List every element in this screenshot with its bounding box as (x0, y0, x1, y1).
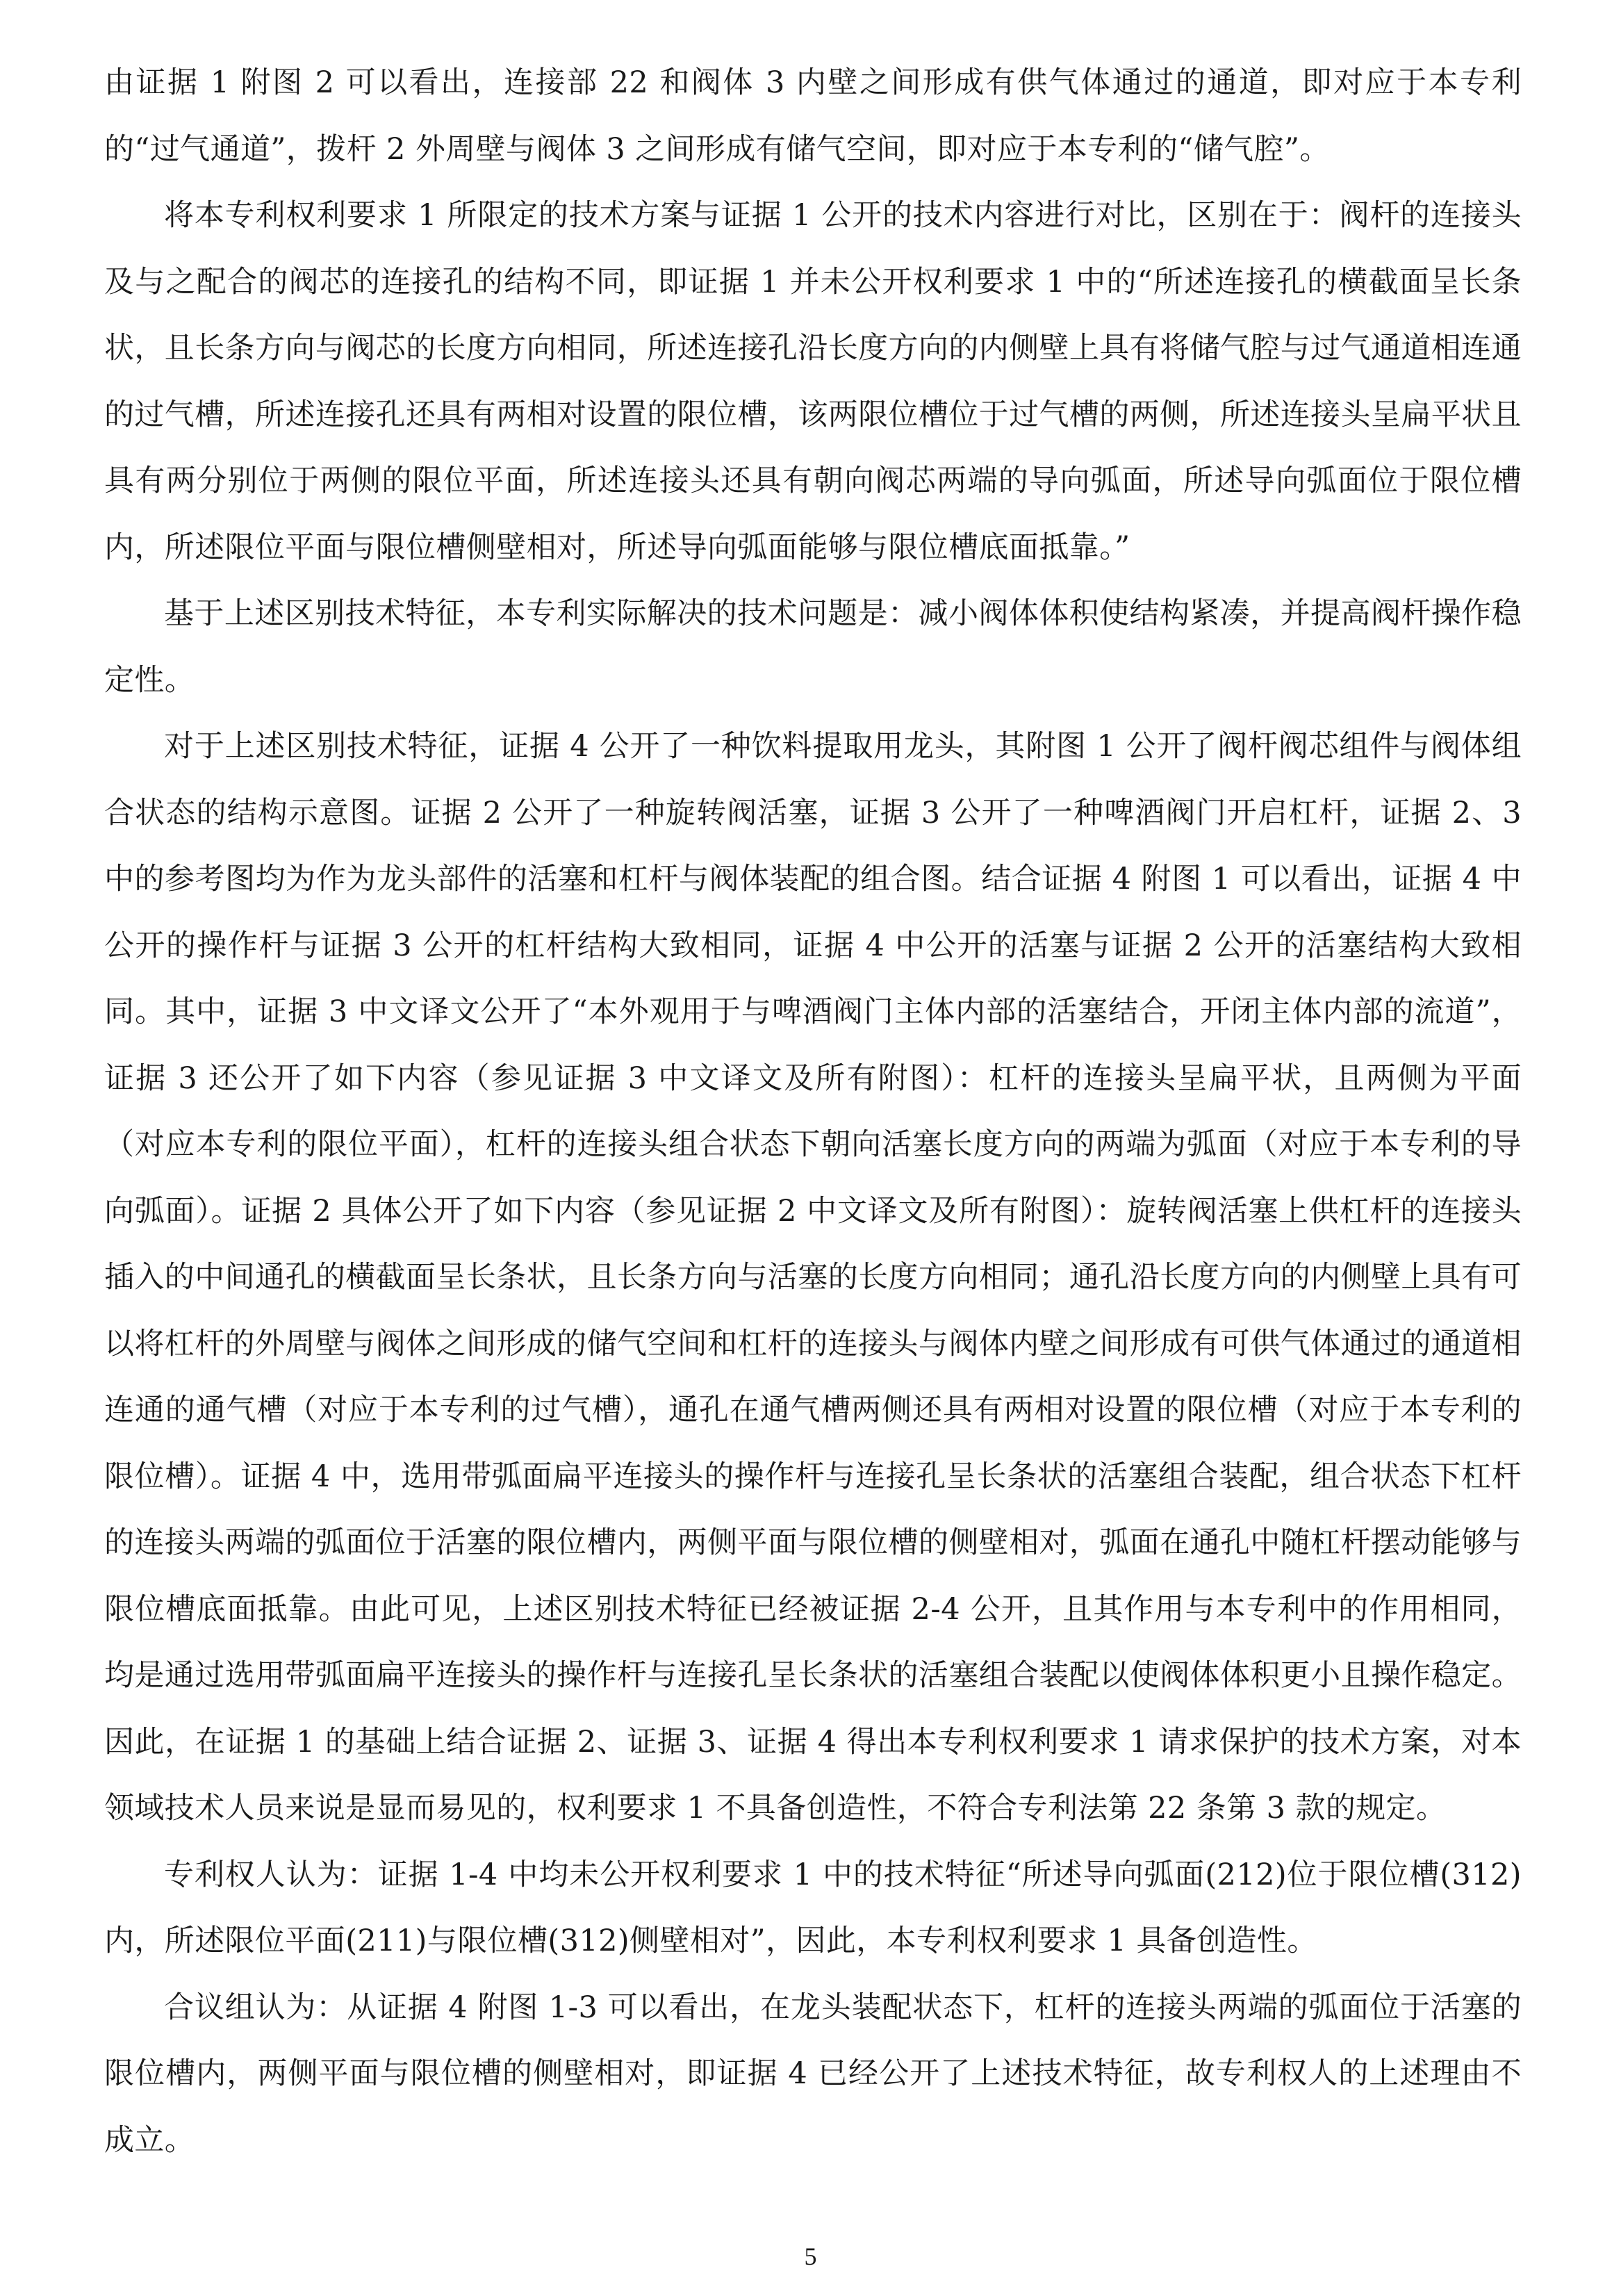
paragraph-panel-opinion: 合议组认为：从证据 4 附图 1-3 可以看出，在龙头装配状态下，杠杆的连接头两端的弧面位于活塞的限位槽内，两侧平面与限位槽的侧壁相对，即证据 4 已经公开了上述技术特征，故专利权人的上述理由不成立。 (104, 1990, 1522, 2158)
paragraph-technical-problem: 基于上述区别技术特征，本专利实际解决的技术问题是：减小阀体体积使结构紧凑，并提高阀杆操作稳定性。 (104, 596, 1522, 698)
document-body (104, 50, 1522, 2174)
paragraph-continuation: 由证据 1 附图 2 可以看出，连接部 22 和阀体 3 内壁之间形成有供气体通过的通道，即对应于本专利的“过气通道”，拨杆 2 外周壁与阀体 3 之间形成有储气空间，即对应于本专利的“储气腔”。 (104, 65, 1522, 167)
paragraph-patentee-argument: 专利权人认为：证据 1-4 中均未公开权利要求 1 中的技术特征“所述导向弧面(212)位于限位槽(312)内，所述限位平面(211)与限位槽(312)侧壁相对”，因此，本专利权利要求 1 具备创造性。 (104, 1857, 1522, 1958)
page-number: 5 (804, 2242, 817, 2270)
paragraph-evidence-analysis: 对于上述区别技术特征，证据 4 公开了一种饮料提取用龙头，其附图 1 公开了阀杆阀芯组件与阀体组合状态的结构示意图。证据 2 公开了一种旋转阀活塞，证据 3 公开了一种啤酒阀门开启杠杆，证据 2、3 中的参考图均为作为龙头部件的活塞和杠杆与阀体装配的组合图。结合证据 4 附图 1 可以看出，证据 4 中公开的操作杆与证据 3 公开的杠杆结构大致相同，证据 4 中公开的活塞与证据 2 公开的活塞结构大致相同。其中，证据 3 中文译文公开了“本外观用于与啤酒阀门主体内部的活塞结合，开闭主体内部的流道”，证据 3 还公开了如下内容（参见证据 3 中文译文及所有附图）：杠杆的连接头呈扁平状，且两侧为平面（对应本专利的限位平面），杠杆的连接头组合状态下朝向活塞长度方向的两端为弧面（对应于本专利的导向弧面）。证据 2 具体公开了如下内容（参见证据 2 中文译文及所有附图）：旋转阀活塞上供杠杆的连接头插入的中间通孔的横截面呈长条状，且长条方向与活塞的长度方向相同；通孔沿长度方向的内侧壁上具有可以将杠杆的外周壁与阀体之间形成的储气空间和杠杆的连接头与阀体内壁之间形成有可供气体通过的通道相连通的通气槽（对应于本专利的过气槽），通孔在通气槽两侧还具有两相对设置的限位槽（对应于本专利的限位槽）。证据 4 中，选用带弧面扁平连接头的操作杆与连接孔呈长条状的活塞组合装配，组合状态下杠杆的连接头两端的弧面位于活塞的限位槽内，两侧平面与限位槽的侧壁相对，弧面在通孔中随杠杆摆动能够与限位槽底面抵靠。由此可见，上述区别技术特征已经被证据 2-4 公开，且其作用与本专利中的作用相同，均是通过选用带弧面扁平连接头的操作杆与连接孔呈长条状的活塞组合装配以使阀体体积更小且操作稳定。因此，在证据 1 的基础上结合证据 2、证据 3、证据 4 得出本专利权利要求 1 请求保护的技术方案，对本领域技术人员来说是显而易见的，权利要求 1 不具备创造性，不符合专利法第 22 条第 3 款的规定。 (104, 729, 1522, 1826)
paragraph-comparison: 将本专利权利要求 1 所限定的技术方案与证据 1 公开的技术内容进行对比，区别在于：阀杆的连接头及与之配合的阀芯的连接孔的结构不同，即证据 1 并未公开权利要求 1 中的“所述连接孔的横截面呈长条状，且长条方向与阀芯的长度方向相同，所述连接孔沿长度方向的内侧壁上具有将储气腔与过气通道相连通的过气槽，所述连接孔还具有两相对设置的限位槽，该两限位槽位于过气槽的两侧，所述连接头呈扁平状且具有两分别位于两侧的限位平面，所述连接头还具有朝向阀芯两端的导向弧面，所述导向弧面位于限位槽内，所述限位平面与限位槽侧壁相对，所述导向弧面能够与限位槽底面抵靠。” (104, 198, 1522, 565)
